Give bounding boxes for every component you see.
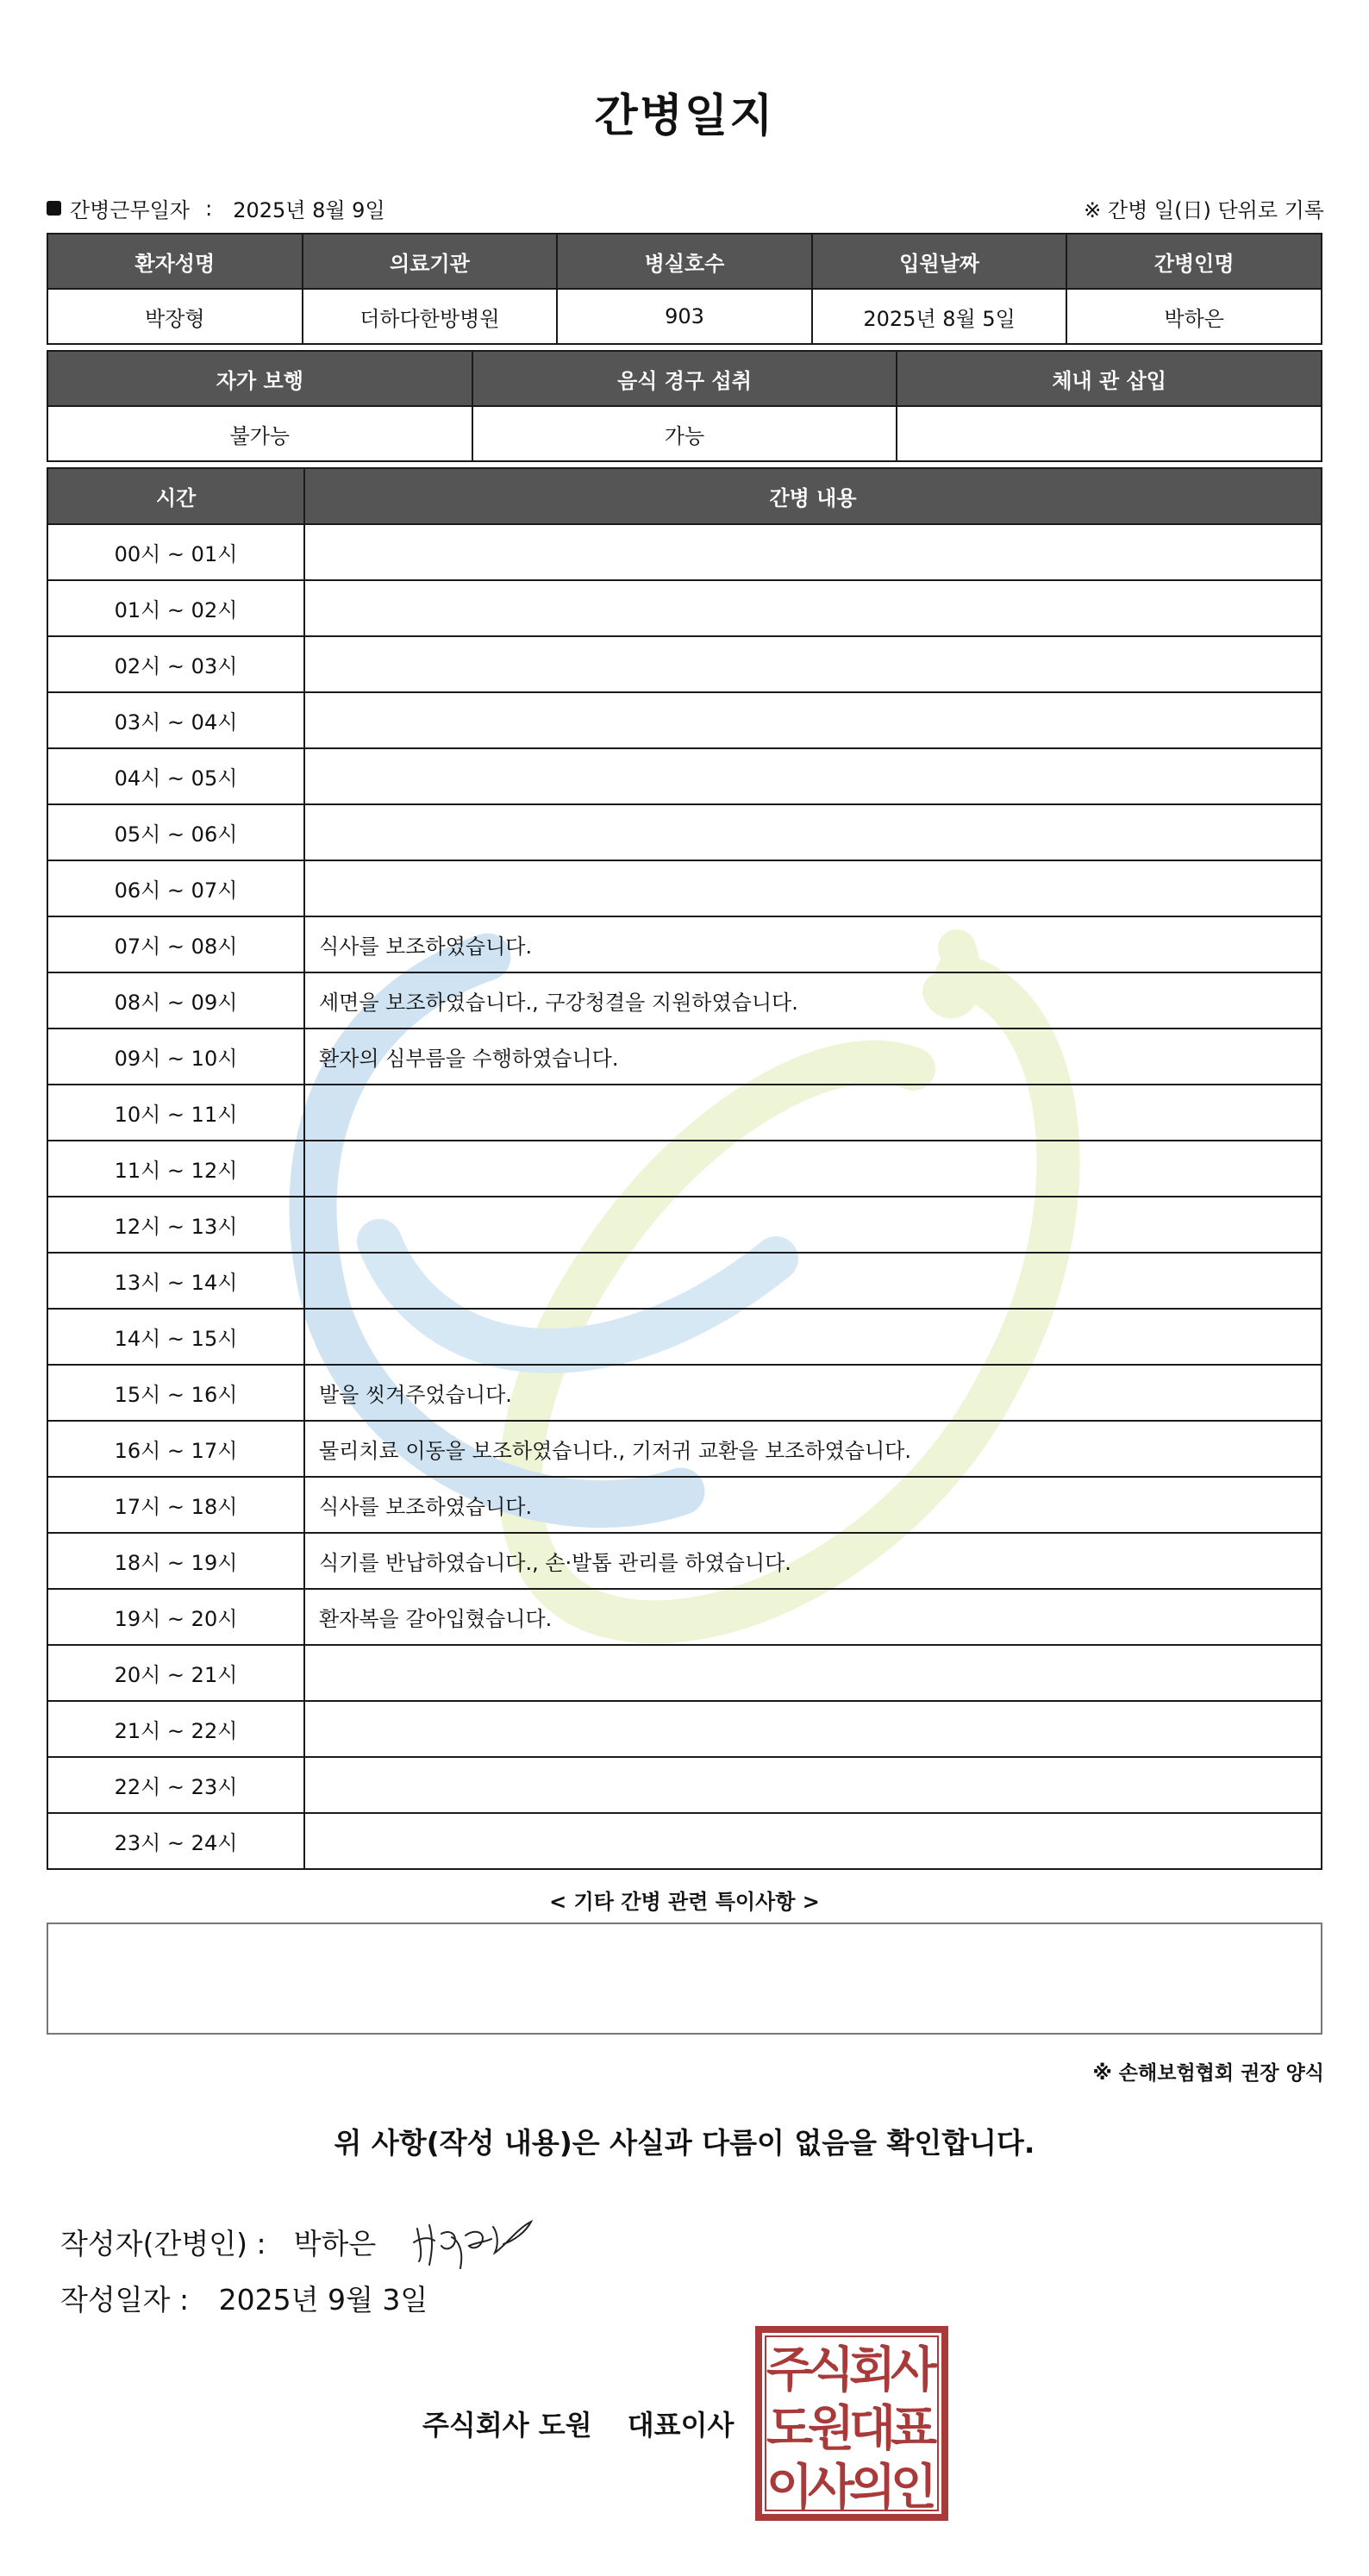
- log-row: [47, 972, 1322, 1029]
- log-row: [47, 1141, 1322, 1197]
- caregiver-name: 박하은: [1066, 289, 1322, 344]
- log-content: [304, 1309, 1322, 1365]
- svg-text:주: 주: [766, 2342, 814, 2398]
- log-time: 20시 ~ 21시: [47, 1645, 304, 1701]
- care-log-table: [47, 467, 1322, 1870]
- header-care-content: 간병 내용: [304, 468, 1322, 524]
- company-seal: [755, 2326, 948, 2521]
- header-patient-name: 환자성명: [47, 234, 303, 289]
- log-content: [304, 636, 1322, 692]
- work-date-value: 2025년 8월 9일: [233, 198, 385, 222]
- header-tube-insertion: 체내 관 삽입: [897, 351, 1322, 406]
- log-row: [47, 1757, 1322, 1813]
- log-time: 01시 ~ 02시: [47, 580, 304, 636]
- log-row: [47, 1813, 1322, 1869]
- log-content: [304, 1085, 1322, 1141]
- other-notes-title: < 기타 간병 관련 특이사항 >: [549, 1890, 820, 1914]
- log-row: [47, 860, 1322, 916]
- write-date-value: 2025년 9월 3일: [218, 2283, 428, 2317]
- oral-intake: 가능: [472, 406, 897, 461]
- log-row: [47, 748, 1322, 804]
- writer-name: 박하은: [293, 2226, 377, 2260]
- log-content: [304, 804, 1322, 860]
- admission-date: 2025년 8월 5일: [812, 289, 1067, 344]
- work-date: [47, 193, 385, 223]
- status-value-row: [47, 406, 1322, 461]
- log-time: 21시 ~ 22시: [47, 1701, 304, 1757]
- svg-text:표: 표: [890, 2401, 938, 2457]
- self-walking: 불가능: [47, 406, 472, 461]
- log-row: [47, 1197, 1322, 1253]
- log-content: [304, 1197, 1322, 1253]
- log-time: 03시 ~ 04시: [47, 692, 304, 748]
- writer-line: [60, 2211, 540, 2272]
- log-content: 식사를 보조하였습니다.: [304, 916, 1322, 972]
- patient-value-row: [47, 289, 1322, 344]
- log-time: 14시 ~ 15시: [47, 1309, 304, 1365]
- header-time: 시간: [47, 468, 304, 524]
- status-header-row: [47, 351, 1322, 406]
- header-room: 병실호수: [557, 234, 812, 289]
- svg-text:대: 대: [848, 2401, 897, 2457]
- log-content: [304, 1701, 1322, 1757]
- log-row: [47, 1645, 1322, 1701]
- write-date-line: [60, 2278, 428, 2318]
- log-content: 식기를 반납하였습니다., 손·발톱 관리를 하였습니다.: [304, 1533, 1322, 1589]
- other-notes-box: [47, 1923, 1322, 2035]
- tube-insertion: [897, 406, 1322, 461]
- header-self-walking: 자가 보행: [47, 351, 472, 406]
- log-time: 17시 ~ 18시: [47, 1477, 304, 1533]
- log-time: 11시 ~ 12시: [47, 1141, 304, 1197]
- log-content: [304, 692, 1322, 748]
- log-time: 02시 ~ 03시: [47, 636, 304, 692]
- form-source-note: ※ 손해보험협회 권장 양식: [1092, 2062, 1324, 2085]
- svg-text:인: 인: [890, 2460, 938, 2516]
- log-row: [47, 636, 1322, 692]
- log-time: 18시 ~ 19시: [47, 1533, 304, 1589]
- company-line: [422, 2404, 734, 2443]
- svg-text:식: 식: [807, 2342, 855, 2398]
- company-name: 주식회사 도원: [422, 2409, 592, 2442]
- log-time: 22시 ~ 23시: [47, 1757, 304, 1813]
- log-row: [47, 1533, 1322, 1589]
- work-date-separator: :: [205, 196, 213, 221]
- log-row: [47, 1589, 1322, 1645]
- header-institution: 의료기관: [303, 234, 558, 289]
- log-content: [304, 524, 1322, 580]
- log-header-row: [47, 468, 1322, 524]
- svg-text:도: 도: [766, 2401, 814, 2457]
- log-row: [47, 524, 1322, 580]
- patient-status-table: [47, 350, 1322, 462]
- log-content: [304, 748, 1322, 804]
- log-row: [47, 1477, 1322, 1533]
- record-unit-note: ※ 간병 일(日) 단위로 기록: [1084, 198, 1324, 222]
- log-time: 12시 ~ 13시: [47, 1197, 304, 1253]
- log-content: [304, 1141, 1322, 1197]
- svg-text:회: 회: [848, 2342, 897, 2398]
- room-number: 903: [557, 289, 812, 344]
- svg-text:사: 사: [890, 2342, 938, 2398]
- log-content: [304, 1645, 1322, 1701]
- log-content: 식사를 보조하였습니다.: [304, 1477, 1322, 1533]
- svg-text:이: 이: [766, 2460, 814, 2516]
- log-content: 발을 씻겨주었습니다.: [304, 1365, 1322, 1421]
- log-time: 19시 ~ 20시: [47, 1589, 304, 1645]
- patient-info-table: [47, 233, 1322, 345]
- svg-text:의: 의: [848, 2460, 897, 2516]
- header-oral-intake: 음식 경구 섭취: [472, 351, 897, 406]
- log-row: [47, 1085, 1322, 1141]
- log-row: [47, 804, 1322, 860]
- log-time: 07시 ~ 08시: [47, 916, 304, 972]
- log-time: 15시 ~ 16시: [47, 1365, 304, 1421]
- log-time: 10시 ~ 11시: [47, 1085, 304, 1141]
- log-content: [304, 1813, 1322, 1869]
- log-content: 세면을 보조하였습니다., 구강청결을 지원하였습니다.: [304, 972, 1322, 1029]
- log-content: [304, 1253, 1322, 1309]
- log-row: [47, 1701, 1322, 1757]
- company-ceo-title: 대표이사: [627, 2409, 735, 2442]
- institution: 더하다한방병원: [303, 289, 558, 344]
- log-content: 환자의 심부름을 수행하였습니다.: [304, 1029, 1322, 1085]
- svg-text:원: 원: [807, 2401, 855, 2457]
- square-bullet-icon: [47, 201, 61, 216]
- log-content: [304, 580, 1322, 636]
- log-row: [47, 1421, 1322, 1477]
- log-row: [47, 580, 1322, 636]
- patient-name: 박장형: [47, 289, 303, 344]
- log-content: 환자복을 갈아입혔습니다.: [304, 1589, 1322, 1645]
- log-row: [47, 1365, 1322, 1421]
- work-date-label: 간병근무일자: [70, 198, 191, 222]
- log-time: 23시 ~ 24시: [47, 1813, 304, 1869]
- log-content: [304, 1757, 1322, 1813]
- log-row: [47, 1253, 1322, 1309]
- log-row: [47, 692, 1322, 748]
- confirmation-statement: 위 사항(작성 내용)은 사실과 다름이 없음을 확인합니다.: [334, 2126, 1035, 2160]
- log-time: 00시 ~ 01시: [47, 524, 304, 580]
- log-time: 16시 ~ 17시: [47, 1421, 304, 1477]
- log-row: [47, 1309, 1322, 1365]
- log-time: 05시 ~ 06시: [47, 804, 304, 860]
- handwritten-signature: [410, 2211, 540, 2272]
- log-content: 물리치료 이동을 보조하였습니다., 기저귀 교환을 보조하였습니다.: [304, 1421, 1322, 1477]
- svg-text:사: 사: [807, 2460, 855, 2516]
- header-admission-date: 입원날짜: [812, 234, 1067, 289]
- write-date-label: 작성일자 :: [60, 2283, 190, 2317]
- log-row: [47, 916, 1322, 972]
- document-title: 간병일지: [594, 91, 775, 142]
- log-row: [47, 1029, 1322, 1085]
- log-time: 09시 ~ 10시: [47, 1029, 304, 1085]
- log-time: 08시 ~ 09시: [47, 972, 304, 1029]
- header-caregiver: 간병인명: [1066, 234, 1322, 289]
- log-time: 13시 ~ 14시: [47, 1253, 304, 1309]
- log-content: [304, 860, 1322, 916]
- writer-label: 작성자(간병인) :: [60, 2226, 266, 2260]
- patient-header-row: [47, 234, 1322, 289]
- log-time: 04시 ~ 05시: [47, 748, 304, 804]
- log-time: 06시 ~ 07시: [47, 860, 304, 916]
